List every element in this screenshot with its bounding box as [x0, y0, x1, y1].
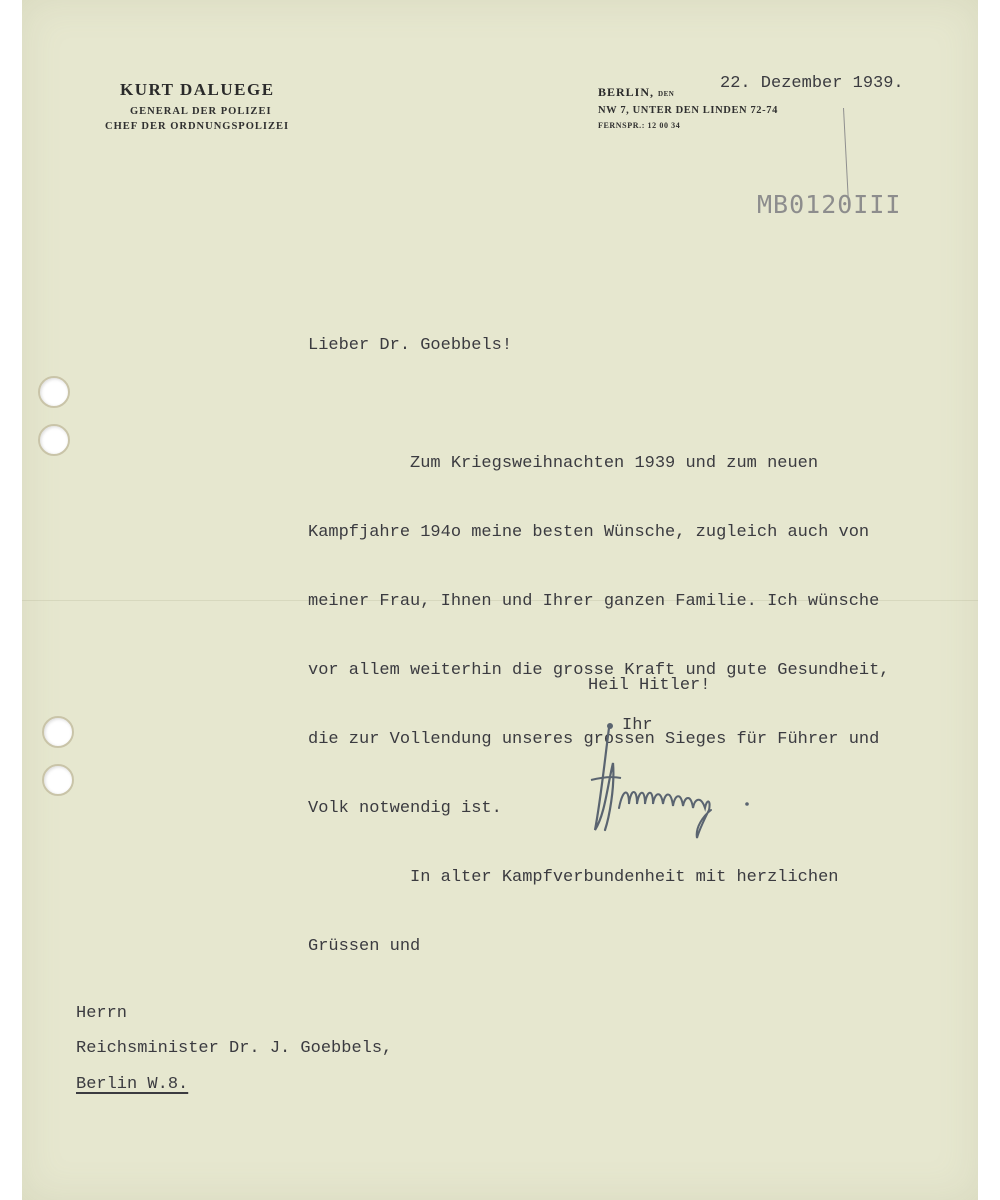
body-line: meiner Frau, Ihnen und Ihrer ganzen Familie. Ich wünsche: [308, 592, 880, 611]
body-line: Zum Kriegsweihnachten 1939 und zum neuen: [308, 454, 819, 473]
archive-stamp: MB0120III: [757, 190, 902, 219]
recipient-salutation: Herrn: [76, 1004, 128, 1023]
punch-hole: [38, 376, 70, 408]
sender-department: CHEF DER ORDNUNGSPOLIZEI: [105, 121, 290, 132]
recipient-name: Reichsminister Dr. J. Goebbels,: [76, 1039, 393, 1058]
handwritten-signature: [585, 718, 755, 848]
recipient-city: Berlin W.8.: [76, 1075, 189, 1094]
city-name: BERLIN,: [598, 85, 655, 99]
salutation: Lieber Dr. Goebbels!: [308, 336, 513, 355]
letter-body: [308, 416, 890, 987]
letterhead-city: [598, 85, 674, 100]
body-line: vor allem weiterhin die grosse Kraft und gute Gesundheit,: [308, 661, 890, 680]
letter-date: 22. Dezember 1939.: [720, 74, 904, 93]
body-line: Kampfjahre 194o meine besten Wünsche, zugleich auch von: [308, 523, 870, 542]
punch-hole: [42, 764, 74, 796]
letterhead-phone: FERNSPR.: 12 00 34: [598, 121, 681, 130]
punch-hole: [38, 424, 70, 456]
body-line: Volk notwendig ist.: [308, 799, 502, 818]
punch-hole: [42, 716, 74, 748]
den-label: DEN: [658, 90, 675, 98]
body-line: In alter Kampfverbundenheit mit herzlichen: [308, 868, 839, 887]
body-line: die zur Vollendung unseres grossen Sieges für Führer und: [308, 730, 880, 749]
body-line: Grüssen und: [308, 937, 421, 956]
letterhead-address: NW 7, UNTER DEN LINDEN 72-74: [598, 105, 778, 116]
closing-ihr: Ihr: [622, 716, 653, 735]
closing: Heil Hitler!: [588, 676, 711, 695]
sender-name: KURT DALUEGE: [120, 80, 275, 99]
sender-title: GENERAL DER POLIZEI: [130, 106, 272, 117]
